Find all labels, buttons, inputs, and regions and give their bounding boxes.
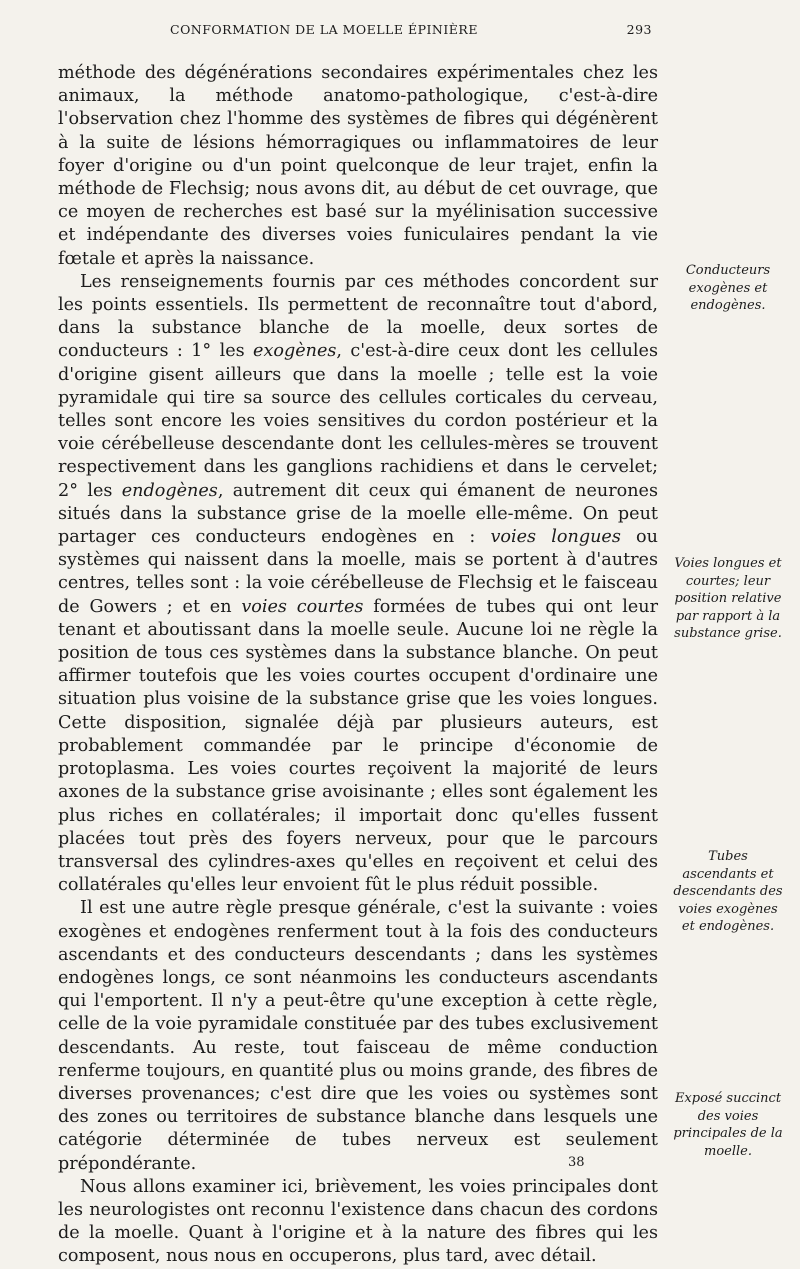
text-run: méthode des dégénérations secondaires expérimentales chez les animaux, la méthode anatomo-pathologique, c'est-à-dire l'observation chez l'homme des systèmes de fibres qui dégénèrent à la suite de lésions hémorragiques ou inflammatoires de leur foyer d'origine ou d'un point quelconque de leur trajet, enfin la méthode de Flechsig; nous avons dit, au début de cet ouvrage, que ce moyen de recherches est basé sur la myélinisation successive et indépendante des diverses voies funiculaires pendant la vie fœtale et après la naissance. xyxy=(58,63,658,269)
italic-term: voies courtes xyxy=(241,596,364,617)
text-run: Les renseignements fournis par ces méthodes concordent sur les points essentiels. Ils permettent de reconnaître tout d'abord, dans la substance blanche de la moelle, deux sortes de conducteurs : 1° les xyxy=(58,271,658,362)
signature-mark: 38 xyxy=(568,1155,585,1170)
margin-note-voies-longues-courtes: Voies longues et courtes; leur position relative par rapport à la substance grise. xyxy=(674,556,782,641)
italic-term: endogènes xyxy=(121,480,218,501)
italic-term: exogènes xyxy=(253,341,337,362)
text-run: ou systèmes qui naissent dans la moelle, mais se portent à d'autres centres, telles sont : la voie cérébelleuse de Flechsig et le faisceau de Gowers ; et en xyxy=(58,527,658,617)
text-run: formées de tubes qui ont leur tenant et aboutissant dans la moelle seule. Aucune loi ne règle la position de tous ces systèmes dans la substance blanche. On peut affirmer toutefois que les voies courtes occupent d'ordinaire une situation plus voisine de la substance grise que les voies longues. Cette disposition, signalée déjà par plusieurs auteurs, est probablement commandée par le principe d'économie de protoplasma. Les voies courtes reçoivent la majorité de leurs axones de la substance grise avoisinante ; elles sont également les plus riches en collatérales; il importait donc qu'elles fussent placées tout près des foyers nerveux, pour que le parcours transversal des cylindres-axes qu'elles en reçoivent et celui des collatérales qu'elles leur envoient fût le plus réduit possible. xyxy=(58,596,658,896)
page-number: 293 xyxy=(626,22,652,37)
text-run: , autrement dit ceux qui émanent de neurones situés dans la substance grise de la moelle elle-même. On peut partager ces conducteurs endogènes en : xyxy=(58,480,658,548)
italic-term: voies longues xyxy=(490,527,621,548)
main-text xyxy=(58,62,658,1269)
text-run: Nous allons examiner ici, brièvement, les voies principales dont les neurologistes ont reconnu l'existence dans chacun des cordons de la moelle. Quant à l'origine et à la nature des fibres qui les composent, nous nous en occuperons, plus tard, avec détail. xyxy=(58,1176,658,1267)
text-run: , c'est-à-dire ceux dont les cellules d'origine gisent ailleurs que dans la moelle ; telle est la voie pyramidale qui tire sa source des cellules corticales du cerveau, telles sont encore les voies sensitives du cordon postérieur et la voie cérébelleuse descendante dont les cellules-mères se trouvent respectivement dans les ganglions rachidiens et dans le cervelet; 2° les xyxy=(58,341,658,501)
margin-note-conducteurs: Conducteurs exogènes et endogènes. xyxy=(685,263,771,313)
paragraph-conducteurs xyxy=(58,271,658,897)
margin-note-tubes-ascendants: Tubes ascendants et descendants des voies exogènes et endogènes. xyxy=(673,849,783,934)
running-title: CONFORMATION DE LA MOELLE ÉPINIÈRE xyxy=(170,22,478,37)
paragraph-continuation xyxy=(58,62,658,271)
paragraph-regle-generale xyxy=(58,897,658,1175)
text-run: Il est une autre règle presque générale, c'est la suivante : voies exogènes et endogènes renferment tout à la fois des conducteurs ascendants et des conducteurs descendants ; dans les systèmes endogènes longs, ce sont néanmoins les conducteurs ascendants qui l'emportent. Il n'y a peut-être qu'une exception à cette règle, celle de la voie pyramidale constituée par des tubes exclusivement descendants. Au reste, tout faisceau de même conduction renferme toujours, en quantité plus ou moins grande, des fibres de diverses provenances; c'est dire que les voies ou systèmes sont des zones ou territoires de substance blanche dans lesquels une catégorie déterminée de tubes nerveux est seulement prépondérante. xyxy=(58,898,658,1174)
margin-note-expose-succinct: Exposé succinct des voies principales de la moelle. xyxy=(673,1091,783,1159)
paragraph-voies-principales xyxy=(58,1176,658,1269)
